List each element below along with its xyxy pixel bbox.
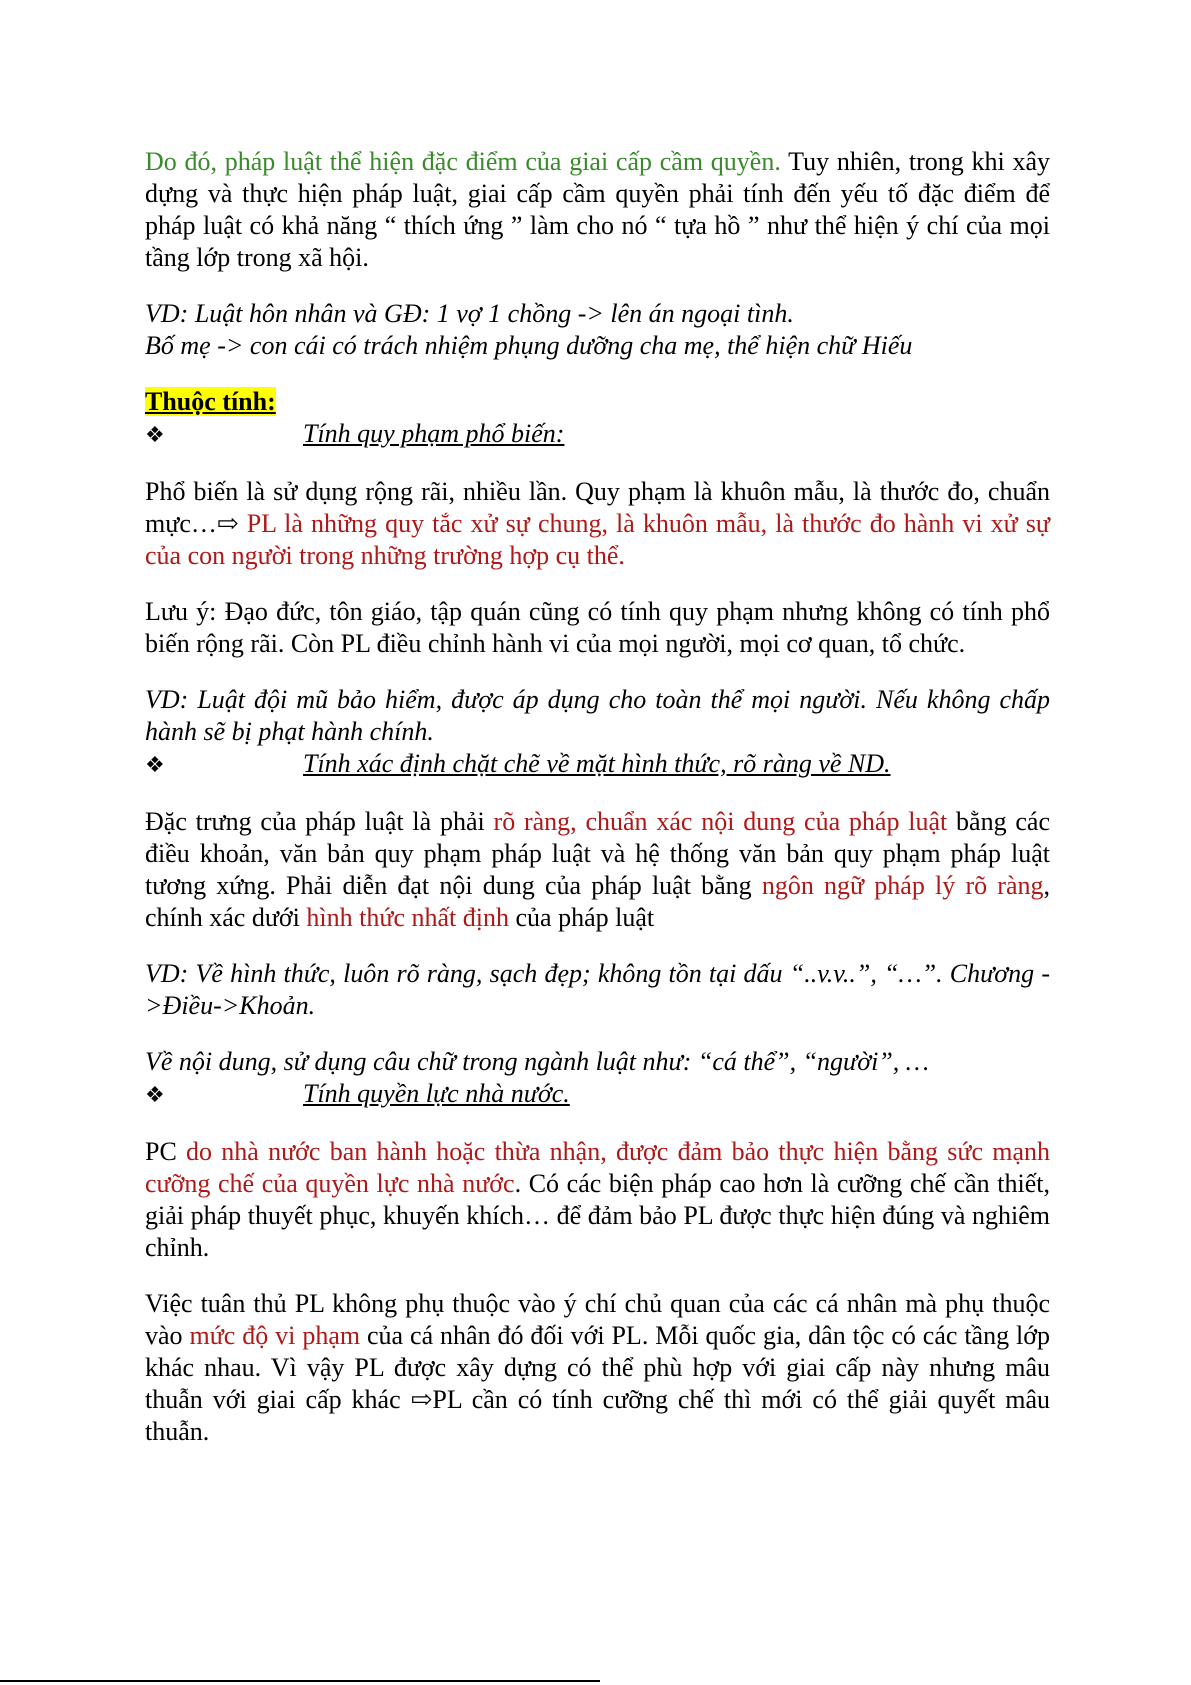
attribute-2-bullet [145,748,1050,782]
attribute-3-text-b: . Có các biện pháp cao hơn là cưỡng chế cần thiết, giải pháp thuyết phục, khuyến khích… để đảm bảo PL được thực hiện đúng và nghiêm chỉnh. [145,1169,1050,1262]
intro-rest-text: Tuy nhiên, trong khi xây dựng và thực hiện pháp luật, giai cấp cầm quyền phải tính đến yếu tố đặc điểm để pháp luật có khả năng “ thích ứng ” làm cho nó “ tựa hồ ” như thể hiện ý chí của mọi tầng lớp trong xã hội. [145,147,1050,272]
attribute-3-p2-text-a: Việc tuân thủ PL không phụ thuộc vào ý chí chủ quan của các cá nhân mà phụ thuộc vào [145,1289,1050,1350]
attribute-3-paragraph-1 [145,1136,1050,1264]
attribute-2-red-3: hình thức nhất định [306,903,509,932]
attribute-1-title: Tính quy phạm phổ biến: [303,419,565,448]
section-heading [145,386,1050,418]
attribute-1-red-text: PL là những quy tắc xử sự chung, là khuôn mẫu, là thước đo hành vi xử sự của con người trong những trường hợp cụ thể. [145,509,1050,570]
example-1-line-1: VD: Luật hôn nhân và GĐ: 1 vợ 1 chồng -> lên án ngoại tình. [145,299,794,328]
page-bottom-rule [0,1680,600,1682]
attribute-2-example-2: Về nội dung, sử dụng câu chữ trong ngành luật như: “cá thể”, “người”, … [145,1047,929,1076]
diamond-bullet-icon: ❖ [145,423,165,448]
attribute-2-title: Tính xác định chặt chẽ về mặt hình thức, rõ ràng về ND. [303,749,891,778]
attribute-1-example: VD: Luật đội mũ bảo hiểm, được áp dụng cho toàn thể mọi người. Nếu không chấp hành sẽ bị phạt hành chính. [145,685,1050,746]
attribute-3-p2-text-c: PL cần có tính cưỡng chế thì mới có thể giải quyết mâu thuẫn. [145,1385,1050,1446]
attribute-2-red-2: ngôn ngữ pháp lý rõ ràng [761,871,1044,900]
attribute-3-red-text: do nhà nước ban hành hoặc thừa nhận, được đảm bảo thực hiện bằng sức mạnh cưỡng chế của quyền lực nhà nước [145,1137,1050,1198]
diamond-bullet-icon: ❖ [145,753,165,778]
intro-paragraph [145,146,1050,274]
heading-text: Thuộc tính: [145,387,276,416]
attribute-2-example-1: VD: Về hình thức, luôn rõ ràng, sạch đẹp; không tồn tại dấu “..v.v..”, “…”. Chương ->Điều->Khoản. [145,959,1050,1020]
attribute-2-text-d: của pháp luật [509,903,655,932]
attribute-3-paragraph-2 [145,1288,1050,1448]
attribute-2-text-c: , chính xác dưới [145,871,1050,932]
highlighted-green-text: Do đó, pháp luật thể hiện đặc điểm của giai cấp cầm quyền. [145,147,781,176]
attribute-2-paragraph [145,806,1050,934]
attribute-2-text-a: Đặc trưng của pháp luật là phải [145,807,494,836]
attribute-3-text-a: PC [145,1137,187,1166]
attribute-1-text: Phổ biến là sử dụng rộng rãi, nhiều lần. Quy phạm là khuôn mẫu, là thước đo, chuẩn mực… [145,477,1050,538]
attribute-3-title: Tính quyền lực nhà nước. [303,1079,570,1108]
document-page [145,146,1050,1448]
attribute-2-text-b: bằng các điều khoản, văn bản quy phạm pháp luật và hệ thống văn bản quy phạm pháp luật tương xứng. Phải diễn đạt nội dung của pháp luật bằng [145,807,1050,900]
attribute-3-p2-text-b: của cá nhân đó đối với PL. Mỗi quốc gia, dân tộc có các tầng lớp khác nhau. Vì vậy PL được xây dựng có thể phù hợp với giai cấp này nhưng mâu thuẫn với giai cấp khác [145,1321,1050,1414]
attribute-1-bullet [145,418,1050,452]
attribute-3-bullet [145,1078,1050,1112]
arrow-icon: ⇨ [410,1385,433,1414]
diamond-bullet-icon: ❖ [145,1083,165,1108]
attribute-2-red-1: rõ ràng, chuẩn xác nội dung của pháp luật [493,807,948,836]
attribute-1-paragraph [145,476,1050,572]
arrow-icon: ⇨ [216,509,239,538]
attribute-3-p2-red: mức độ vi phạm [189,1321,361,1350]
attribute-1-note: Lưu ý: Đạo đức, tôn giáo, tập quán cũng có tính quy phạm nhưng không có tính phổ biến rộng rãi. Còn PL điều chỉnh hành vi của mọi người, mọi cơ quan, tổ chức. [145,597,1050,658]
example-1-line-2: Bố mẹ -> con cái có trách nhiệm phụng dưỡng cha mẹ, thể hiện chữ Hiếu [145,331,913,360]
